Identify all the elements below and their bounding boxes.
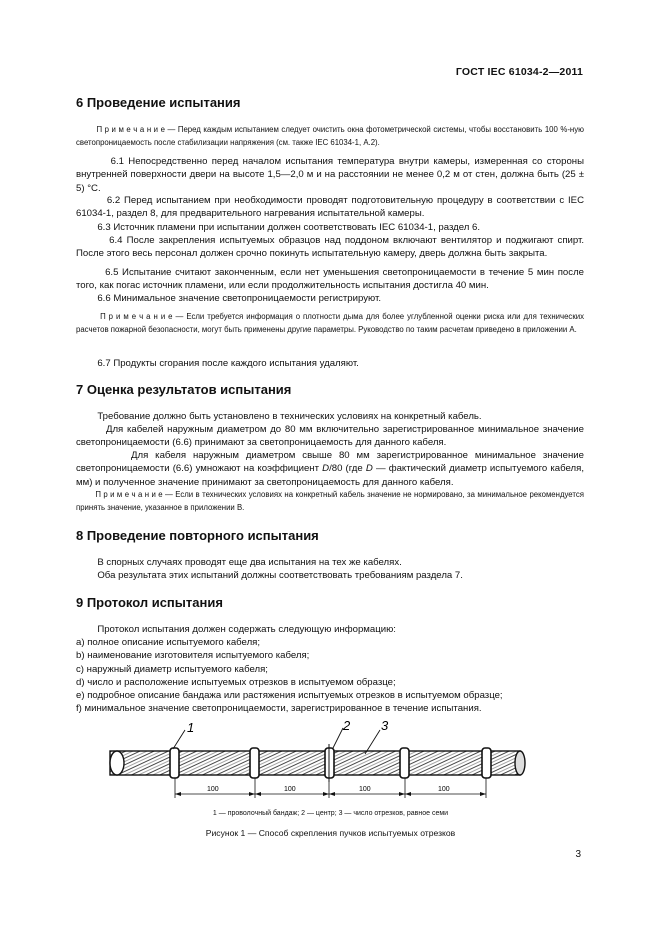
paragraph-text: 6.7 Продукты сгорания после каждого испытания удаляют. bbox=[97, 358, 359, 369]
label-2: 2 bbox=[343, 718, 351, 733]
label-1: 1 bbox=[187, 720, 195, 735]
paragraph-6-4 bbox=[76, 234, 584, 261]
note-7 bbox=[76, 489, 584, 514]
paragraph-text: Для кабелей наружным диаметром до 80 мм включительно зарегистрированное минимальное значение светопроницаемости (6.6) принимают за светопроницаемость для данного кабеля. bbox=[76, 424, 584, 449]
paragraph-6-7 bbox=[76, 357, 584, 370]
paragraph-9-intro bbox=[76, 623, 584, 636]
paragraph-text: 6.6 Минимальное значение светопроницаемости регистрируют. bbox=[97, 293, 381, 304]
note-label: П р и м е ч а н и е bbox=[100, 312, 173, 321]
paragraph-text: Для кабеля наружным диаметром свыше 80 мм зарегистрированное минимальное значение светопроницаемости (6.6) умножают на коэффициент bbox=[76, 450, 584, 475]
paragraph-text: — фактический диаметр испытуемого кабеля, мм) и полученное значение принимают за светопроницаемость для данного кабеля. bbox=[76, 463, 584, 488]
report-list bbox=[76, 636, 584, 716]
section-8-title: 8 Проведение повторного испытания bbox=[76, 528, 319, 543]
paragraph-7-2 bbox=[76, 423, 584, 450]
figure-caption: Рисунок 1 — Способ скрепления пучков испытуемых отрезков bbox=[205, 828, 456, 838]
dim-label: 100 bbox=[359, 786, 371, 793]
dim-label: 100 bbox=[284, 786, 296, 793]
note-6-2 bbox=[76, 311, 584, 336]
paragraph-7-1 bbox=[76, 410, 584, 423]
symbol-d: D bbox=[365, 463, 373, 475]
note-text: — Если требуется информация о плотности дыма для более углубленной оценки риска или для технических расчетов пожарной безопасности, могут быть применены другие параметры. Руководство по таким расчетам приведено в приложении А. bbox=[76, 312, 584, 334]
note-label: П р и м е ч а н и е bbox=[95, 490, 163, 499]
section-9-title: 9 Протокол испытания bbox=[76, 595, 223, 610]
paragraph-8-1 bbox=[76, 556, 584, 569]
cable-end-left bbox=[110, 751, 124, 775]
label-3: 3 bbox=[381, 718, 389, 733]
section-7-title: 7 Оценка результатов испытания bbox=[76, 382, 292, 397]
leader-2 bbox=[333, 728, 343, 748]
page-number: 3 bbox=[575, 849, 581, 860]
paragraph-text: /80 (где bbox=[329, 463, 366, 475]
paragraph-6-5 bbox=[76, 266, 584, 293]
paragraph-6-3 bbox=[76, 221, 584, 234]
paragraph-6-2 bbox=[76, 194, 584, 221]
paragraph-6-6 bbox=[76, 292, 584, 305]
cable-end-right bbox=[515, 751, 525, 775]
paragraph-text: 6.1 Непосредственно перед началом испытания температура внутри камеры, измеренная со стороны внутренней поверхности двери на высоте 1,5—2,0 м и на расстоянии не менее 0,2 м от стен, должна быть (25 ± 5) °С. bbox=[76, 156, 584, 194]
note-text: — Перед каждым испытанием следует очистить окна фотометрической системы, чтобы восстановить 100 %-ную светопроницаемость после стабилизации напряжения (см. также IEC 61034-1, А.2). bbox=[76, 125, 584, 147]
list-item: a) полное описание испытуемого кабеля; bbox=[76, 637, 261, 648]
paragraph-text: 6.2 Перед испытанием при необходимости проводят подготовительную процедуру в соответствии с IEC 61034-1, раздел 8, для предварительного нагревания испытательной камеры. bbox=[76, 195, 585, 220]
note-label: П р и м е ч а н и е bbox=[96, 125, 165, 134]
list-item: f) минимальное значение светопроницаемости, зарегистрированное в течение испытания. bbox=[76, 703, 482, 715]
figure-legend: 1 — проволочный бандаж; 2 — центр; 3 — число отрезков, равное семи bbox=[212, 810, 449, 817]
paragraph-8-2 bbox=[76, 569, 584, 582]
paragraph-7-3 bbox=[76, 449, 584, 489]
list-item: b) наименование изготовителя испытуемого кабеля; bbox=[76, 650, 310, 662]
section-6-title: 6 Проведение испытания bbox=[76, 95, 241, 110]
paragraph-text: Оба результата этих испытаний должны соответствовать требованиям раздела 7. bbox=[97, 570, 463, 581]
paragraph-text: 6.5 Испытание считают законченным, если нет уменьшения светопроницаемости в течение 5 мин после того, как погас источник пламени, или если продолжительность испытания достигла 40 мин. bbox=[76, 267, 584, 292]
paragraph-text: 6.3 Источник пламени при испытании должен соответствовать IEC 61034-1, раздел 6. bbox=[97, 222, 481, 233]
dim-label: 100 bbox=[207, 786, 219, 793]
note-6-1 bbox=[76, 124, 584, 149]
paragraph-text: Требование должно быть установлено в технических условиях на конкретный кабель. bbox=[97, 411, 482, 422]
standard-header: ГОСТ IEC 61034-2—2011 bbox=[455, 66, 583, 78]
paragraph-text: 6.4 После закрепления испытуемых образцов над поддоном включают вентилятор и поджигают спирт. После этого весь персонал должен срочно покинуть испытательную камеру, дверь должна быть закрыта. bbox=[76, 235, 584, 260]
dim-label: 100 bbox=[438, 786, 450, 793]
symbol-d: D bbox=[322, 463, 330, 475]
list-item: e) подробное описание бандажа или растяжения испытуемых отрезков в испытуемом образце; bbox=[76, 690, 503, 702]
paragraph-text: В спорных случаях проводят еще два испытания на тех же кабелях. bbox=[97, 557, 402, 568]
paragraph-6-1 bbox=[76, 155, 584, 195]
list-item: c) наружный диаметр испытуемого кабеля; bbox=[76, 663, 268, 675]
cable-bundle-figure bbox=[95, 718, 535, 808]
paragraph-text: Протокол испытания должен содержать следующую информацию: bbox=[97, 624, 396, 635]
list-item: d) число и расположение испытуемых отрезков в испытуемом образце; bbox=[76, 676, 396, 688]
note-text: — Если в технических условиях на конкретный кабель значение не нормировано, за минимальное рекомендуется принять значение, указанное в приложении В. bbox=[76, 490, 584, 512]
leader-1 bbox=[173, 730, 185, 749]
